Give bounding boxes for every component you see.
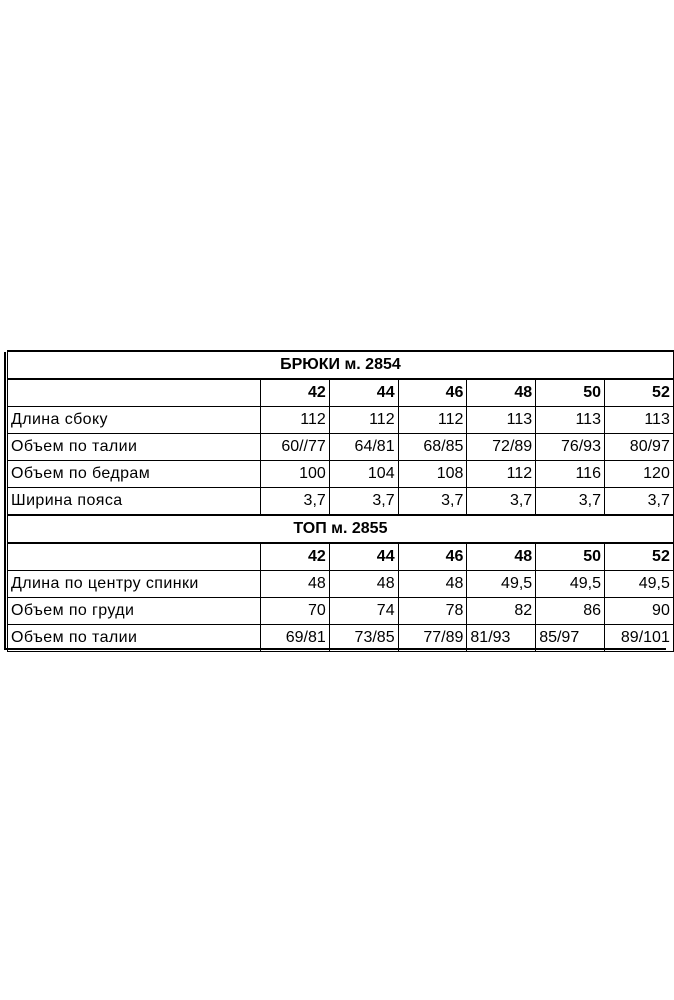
size-header: 44 bbox=[329, 379, 398, 407]
table-row bbox=[8, 488, 674, 516]
size-header: 52 bbox=[604, 543, 673, 571]
table-cell: 113 bbox=[467, 407, 536, 434]
header-empty-cell bbox=[8, 543, 261, 571]
size-header: 42 bbox=[261, 543, 330, 571]
top-size-header-row bbox=[8, 543, 674, 571]
trousers-title: БРЮКИ м. 2854 bbox=[8, 351, 674, 379]
size-header: 46 bbox=[398, 543, 467, 571]
table-cell: 78 bbox=[398, 598, 467, 625]
size-chart-sheet bbox=[7, 350, 673, 652]
table-cell: 70 bbox=[261, 598, 330, 625]
table-row bbox=[8, 461, 674, 488]
table-cell: 86 bbox=[536, 598, 605, 625]
trousers-title-row bbox=[8, 351, 674, 379]
table-row bbox=[8, 407, 674, 434]
table-cell: 76/93 bbox=[536, 434, 605, 461]
row-label: Объем по бедрам bbox=[8, 461, 261, 488]
table-cell: 3,7 bbox=[536, 488, 605, 516]
row-label: Ширина пояса bbox=[8, 488, 261, 516]
table-cell: 113 bbox=[536, 407, 605, 434]
table-row bbox=[8, 571, 674, 598]
size-chart-table bbox=[7, 350, 674, 652]
header-empty-cell bbox=[8, 379, 261, 407]
table-cell: 60//77 bbox=[261, 434, 330, 461]
size-header: 50 bbox=[536, 543, 605, 571]
table-row bbox=[8, 434, 674, 461]
table-cell: 112 bbox=[398, 407, 467, 434]
table-cell: 104 bbox=[329, 461, 398, 488]
trousers-size-header-row bbox=[8, 379, 674, 407]
size-header: 48 bbox=[467, 543, 536, 571]
table-cell: 49,5 bbox=[467, 571, 536, 598]
row-label: Объем по талии bbox=[8, 434, 261, 461]
row-label: Объем по талии bbox=[8, 625, 261, 652]
size-header: 44 bbox=[329, 543, 398, 571]
table-cell: 81/93 bbox=[467, 625, 536, 652]
table-row bbox=[8, 598, 674, 625]
table-cell: 112 bbox=[467, 461, 536, 488]
table-cell: 3,7 bbox=[604, 488, 673, 516]
row-label: Длина сбоку bbox=[8, 407, 261, 434]
table-cell: 3,7 bbox=[329, 488, 398, 516]
top-title: ТОП м. 2855 bbox=[8, 515, 674, 543]
row-label: Длина по центру спинки bbox=[8, 571, 261, 598]
left-border-line bbox=[4, 352, 6, 650]
table-cell: 48 bbox=[261, 571, 330, 598]
table-cell: 113 bbox=[604, 407, 673, 434]
table-cell: 112 bbox=[261, 407, 330, 434]
table-cell: 64/81 bbox=[329, 434, 398, 461]
table-cell: 100 bbox=[261, 461, 330, 488]
table-cell: 108 bbox=[398, 461, 467, 488]
table-cell: 3,7 bbox=[467, 488, 536, 516]
table-cell: 82 bbox=[467, 598, 536, 625]
size-header: 50 bbox=[536, 379, 605, 407]
table-cell: 48 bbox=[398, 571, 467, 598]
size-header: 48 bbox=[467, 379, 536, 407]
top-title-row bbox=[8, 515, 674, 543]
table-cell: 3,7 bbox=[261, 488, 330, 516]
table-row bbox=[8, 625, 674, 652]
table-cell: 69/81 bbox=[261, 625, 330, 652]
table-cell: 116 bbox=[536, 461, 605, 488]
size-header: 42 bbox=[261, 379, 330, 407]
table-cell: 72/89 bbox=[467, 434, 536, 461]
table-cell: 48 bbox=[329, 571, 398, 598]
table-cell: 49,5 bbox=[536, 571, 605, 598]
table-cell: 3,7 bbox=[398, 488, 467, 516]
table-cell: 68/85 bbox=[398, 434, 467, 461]
size-header: 46 bbox=[398, 379, 467, 407]
table-cell: 85/97 bbox=[536, 625, 605, 652]
table-cell: 77/89 bbox=[398, 625, 467, 652]
table-cell: 74 bbox=[329, 598, 398, 625]
table-cell: 112 bbox=[329, 407, 398, 434]
row-label: Объем по груди bbox=[8, 598, 261, 625]
table-cell: 80/97 bbox=[604, 434, 673, 461]
table-cell: 73/85 bbox=[329, 625, 398, 652]
size-header: 52 bbox=[604, 379, 673, 407]
table-cell: 49,5 bbox=[604, 571, 673, 598]
table-cell: 120 bbox=[604, 461, 673, 488]
table-cell: 89/101 bbox=[604, 625, 673, 652]
table-cell: 90 bbox=[604, 598, 673, 625]
